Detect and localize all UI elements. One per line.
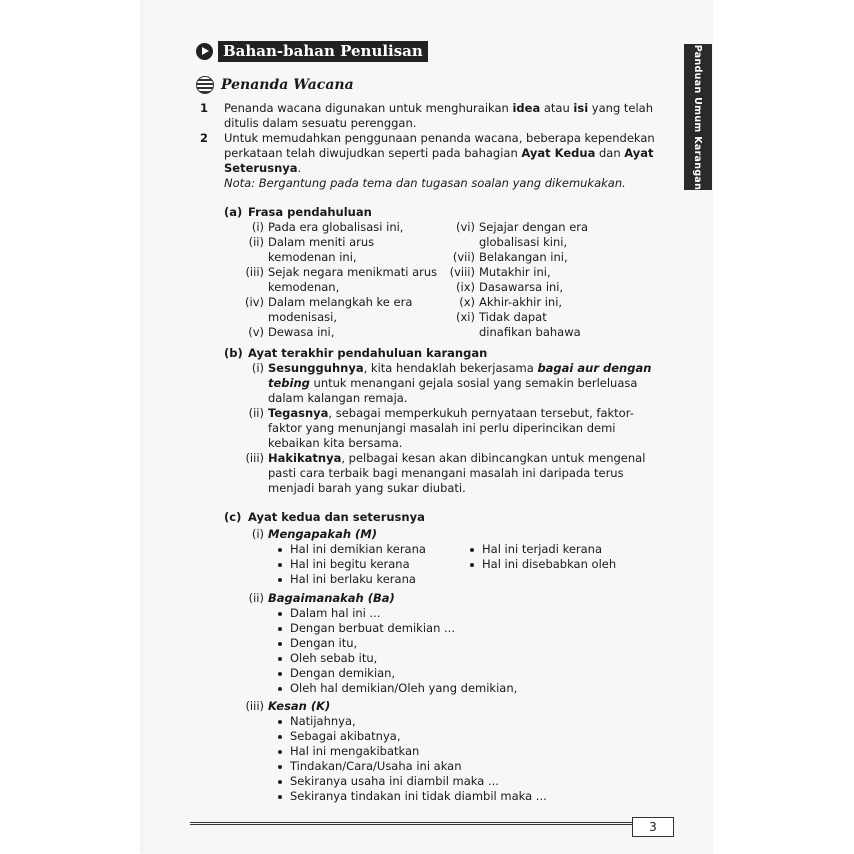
keyword: Hakikatnya bbox=[268, 451, 342, 465]
list-item bbox=[200, 406, 660, 451]
footer-rule bbox=[190, 822, 635, 831]
globe-icon bbox=[196, 76, 214, 94]
item-text: Pada era globalisasi ini, bbox=[268, 220, 404, 234]
item-text: Sejak negara menikmati arus kemodenan, bbox=[268, 265, 438, 294]
bullet-item: Sekiranya tindakan ini tidak diambil maka ... bbox=[276, 789, 660, 804]
group-title: Bagaimanakah (Ba) bbox=[268, 591, 395, 605]
subsection-title: Penanda Wacana bbox=[221, 77, 354, 93]
bullet-item: Hal ini disebabkan oleh bbox=[468, 557, 660, 572]
item-text bbox=[268, 406, 660, 451]
item-roman: (i) bbox=[251, 527, 264, 541]
item-text: Akhir-akhir ini, bbox=[479, 295, 563, 309]
bullet-list-right bbox=[468, 542, 660, 587]
section-b-heading bbox=[200, 346, 660, 361]
bullet-item: Hal ini terjadi kerana bbox=[468, 542, 660, 557]
text-run: atau bbox=[540, 101, 574, 115]
bullet-item: Dengan demikian, bbox=[276, 666, 660, 681]
paragraph-text bbox=[224, 131, 660, 176]
bullet-item: Hal ini berlaku kerana bbox=[276, 572, 468, 587]
text-run: untuk menangani gejala sosial yang semakin berleluasa dalam kalangan remaja. bbox=[268, 376, 638, 405]
section-letter: (a) bbox=[224, 205, 243, 219]
item-roman: (ii) bbox=[248, 235, 264, 249]
text-run: Penanda wacana digunakan untuk menghuraikan bbox=[224, 101, 513, 115]
list-item bbox=[447, 310, 637, 340]
list-item bbox=[447, 220, 637, 250]
bullet-item: Hal ini mengakibatkan bbox=[276, 744, 660, 759]
left-column bbox=[242, 220, 447, 340]
item-roman: (ix) bbox=[456, 280, 475, 294]
keyword: idea bbox=[512, 101, 541, 115]
list-item bbox=[200, 361, 660, 406]
paragraph-number: 2 bbox=[200, 131, 209, 145]
text-run: dan bbox=[595, 146, 625, 160]
bullet-item: Hal ini demikian kerana bbox=[276, 542, 468, 557]
paragraph-1 bbox=[200, 101, 660, 131]
idiom: bagai aur dengan tebing bbox=[268, 361, 652, 390]
bullet-list bbox=[200, 714, 660, 804]
item-text bbox=[268, 361, 660, 406]
item-roman: (ii) bbox=[248, 591, 264, 605]
bullet-item: Sebagai akibatnya, bbox=[276, 729, 660, 744]
list-item bbox=[447, 265, 637, 280]
item-text: Dalam melangkah ke era modenisasi, bbox=[268, 295, 413, 324]
item-roman: (iii) bbox=[245, 699, 264, 713]
item-text: Dasawarsa ini, bbox=[479, 280, 564, 294]
section-c-title: Ayat kedua dan seterusnya bbox=[248, 510, 425, 524]
keyword: Sesungguhnya bbox=[268, 361, 364, 375]
group-heading bbox=[200, 699, 660, 714]
bullet-item: Sekiranya usaha ini diambil maka ... bbox=[276, 774, 660, 789]
bullet-item: Tindakan/Cara/Usaha ini akan bbox=[276, 759, 660, 774]
note: Nota: Bergantung pada tema dan tugasan soalan yang dikemukakan. bbox=[224, 176, 626, 190]
paragraph-number: 1 bbox=[200, 101, 209, 115]
bullet-list bbox=[200, 606, 660, 696]
item-roman: (iii) bbox=[245, 451, 264, 465]
item-text: Dewasa ini, bbox=[268, 325, 335, 339]
bullet-item: Dengan itu, bbox=[276, 636, 660, 651]
section-title bbox=[196, 41, 428, 62]
list-item bbox=[242, 265, 447, 295]
paragraph-text bbox=[224, 101, 660, 131]
group-bullets bbox=[200, 542, 660, 587]
bullet-list-left bbox=[200, 542, 468, 587]
play-icon bbox=[196, 43, 213, 60]
item-roman: (iii) bbox=[245, 265, 264, 279]
item-text: Mutakhir ini, bbox=[479, 265, 551, 279]
list-item bbox=[242, 235, 447, 265]
side-tab-label: Panduan Umum Karangan bbox=[692, 44, 704, 190]
section-title-text: Bahan-bahan Penulisan bbox=[218, 41, 428, 62]
list-item bbox=[242, 220, 447, 235]
list-item bbox=[200, 451, 660, 496]
item-text bbox=[268, 451, 660, 496]
keyword: isi bbox=[573, 101, 589, 115]
paragraph-2 bbox=[200, 131, 660, 176]
item-roman: (xi) bbox=[456, 310, 475, 324]
text-run: . bbox=[297, 161, 302, 175]
bullet-item: Natijahnya, bbox=[276, 714, 660, 729]
group-heading bbox=[200, 591, 660, 606]
item-roman: (iv) bbox=[245, 295, 264, 309]
keyword: Ayat Seterusnya bbox=[224, 146, 654, 175]
bullet-item: Oleh hal demikian/Oleh yang demikian, bbox=[276, 681, 660, 696]
text-run: , kita hendaklah bekerjasama bbox=[363, 361, 538, 375]
keyword: Ayat Kedua bbox=[521, 146, 596, 160]
page-number: 3 bbox=[632, 817, 674, 837]
right-column bbox=[447, 220, 637, 340]
text-run: yang telah ditulis dalam sesuatu perenggan. bbox=[224, 101, 654, 130]
keyword: Tegasnya bbox=[268, 406, 329, 420]
item-roman: (i) bbox=[251, 361, 264, 375]
section-letter: (b) bbox=[224, 346, 243, 360]
item-roman: (vii) bbox=[452, 250, 475, 264]
list-item bbox=[242, 295, 447, 325]
bullet-item: Oleh sebab itu, bbox=[276, 651, 660, 666]
item-roman: (i) bbox=[251, 220, 264, 234]
group-heading bbox=[200, 527, 660, 542]
item-roman: (ii) bbox=[248, 406, 264, 420]
item-text: Sejajar dengan era globalisasi kini, bbox=[479, 220, 589, 249]
section-a-title: Frasa pendahuluan bbox=[248, 205, 372, 219]
item-roman: (v) bbox=[248, 325, 264, 339]
item-text: Belakangan ini, bbox=[479, 250, 568, 264]
item-roman: (x) bbox=[459, 295, 475, 309]
section-letter: (c) bbox=[224, 510, 242, 524]
bullet-item: Dalam hal ini ... bbox=[276, 606, 660, 621]
list-item bbox=[447, 280, 637, 295]
list-item bbox=[447, 250, 637, 265]
bullet-item: Hal ini begitu kerana bbox=[276, 557, 468, 572]
subsection-heading bbox=[196, 76, 354, 94]
bullet-item: Dengan berbuat demikian ... bbox=[276, 621, 660, 636]
list-item bbox=[447, 295, 637, 310]
section-a-heading bbox=[200, 205, 660, 220]
item-text: Dalam meniti arus kemodenan ini, bbox=[268, 235, 375, 264]
section-a-list bbox=[200, 220, 660, 340]
text-run: , sebagai memperkukuh pernyataan tersebut, faktor-faktor yang menunjangi masalah ini perlu diperincikan demi kebaikan kita bersama. bbox=[268, 406, 634, 450]
section-b-title: Ayat terakhir pendahuluan karangan bbox=[248, 346, 488, 360]
item-roman: (vi) bbox=[456, 220, 475, 234]
text-run: , pelbagai kesan akan dibincangkan untuk mengenal pasti cara terbaik bagi menangani masalah ini daripada terus menjadi barah yang sukar diubati. bbox=[268, 451, 646, 495]
side-chapter-tab bbox=[684, 44, 712, 190]
item-text: Tidak dapat dinafikan bahawa bbox=[479, 310, 581, 339]
list-item bbox=[242, 325, 447, 340]
group-title: Mengapakah (M) bbox=[268, 527, 377, 541]
section-c-heading bbox=[200, 510, 660, 525]
item-roman: (viii) bbox=[449, 265, 475, 279]
group-title: Kesan (K) bbox=[268, 699, 331, 713]
main-content bbox=[200, 101, 660, 804]
text-run: Untuk memudahkan penggunaan penanda wacana, beberapa kependekan perkataan telah diwujudkan seperti pada bahagian bbox=[224, 131, 655, 160]
